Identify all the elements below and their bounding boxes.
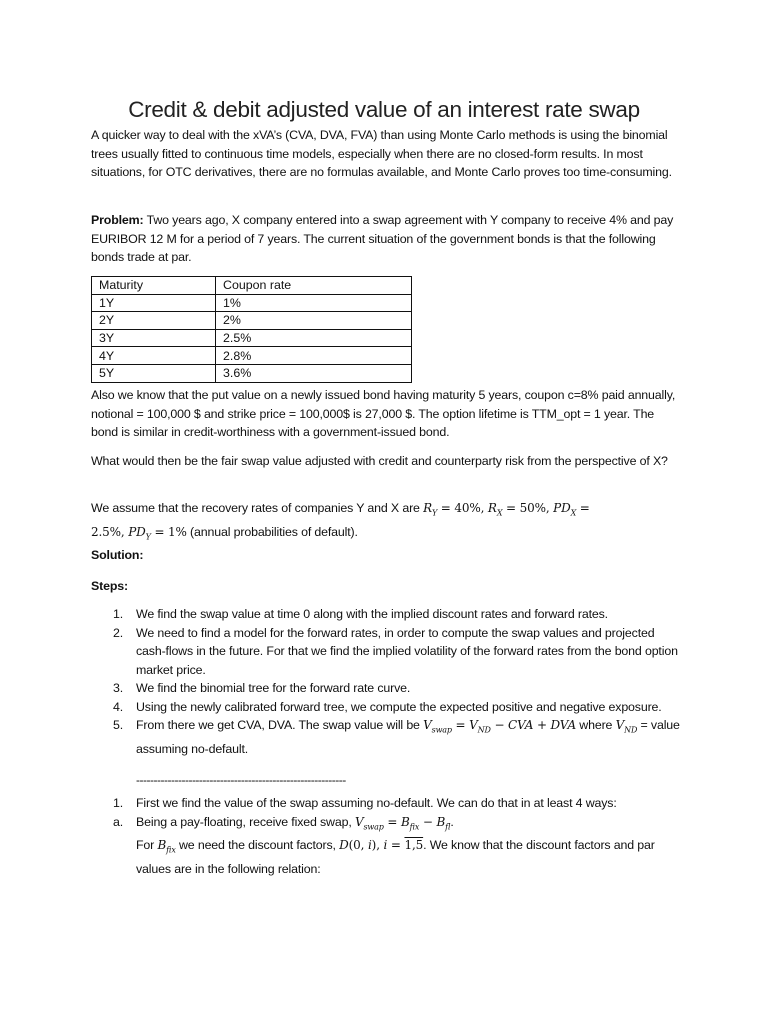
page-title: Credit & debit adjusted value of an interest rate swap (128, 97, 640, 122)
question-paragraph: What would then be the fair swap value adjusted with credit and counterparty risk from the perspective of X? (91, 454, 668, 468)
list-item-number: 3. (113, 681, 124, 695)
bfix-symbol: $B_{fix}$ (157, 838, 176, 855)
list-item (91, 813, 681, 879)
list-item-number: 2. (113, 625, 124, 640)
table-cell: 2.5% (216, 329, 412, 347)
swap-value-formula: $V_{swap} = V_{ND}$ − CVA + DVA (423, 718, 576, 735)
method-a-line2-a: For (136, 838, 158, 853)
list-item-text (136, 815, 655, 877)
list-item (91, 794, 681, 813)
list-item-text: First we find the value of the swap assuming no-default. We can do that in at least 4 ways: (136, 796, 617, 810)
steps-label: Steps: (91, 579, 128, 593)
table-cell: 2Y (92, 312, 216, 330)
table-cell: 2.8% (216, 347, 412, 365)
table-header-cell: Coupon rate (216, 277, 412, 295)
swap-decomposition-formula: $V_{swap} = B_{fix} - B_{fl}$ (354, 814, 451, 831)
step5-text-c: = value assuming no-default. (136, 718, 680, 756)
table-row (92, 364, 412, 382)
method-list (91, 794, 681, 879)
table-cell: 5Y (92, 364, 216, 382)
list-item-number: 4. (113, 699, 124, 714)
steps-list (91, 605, 681, 758)
list-item-number: 5. (113, 718, 124, 732)
table-row (92, 294, 412, 312)
put-paragraph: Also we know that the put value on a newly issued bond having maturity 5 years, coupon c=8% paid annually, notional = 100,000 $ and strike price = 100,000$ is 27,000 $. The option lifetime is TTM_opt = 1 year. The bond is similar in credit-worthiness with a government-issued bond. (91, 388, 676, 439)
list-item-number: 1. (113, 607, 124, 621)
list-item (91, 716, 681, 758)
list-item (91, 698, 681, 717)
vnd-symbol: $V_{ND}$ (615, 718, 638, 735)
assumption-paragraph (91, 499, 681, 547)
method-a-line2-c: . We know that the discount factors and par values are in the following relation: (136, 838, 655, 877)
table-row (92, 312, 412, 330)
table-row (92, 329, 412, 347)
intro-paragraph: A quicker way to deal with the xVA’s (CVA, DVA, FVA) than using Monte Carlo methods is using the binomial trees usually fitted to continuous time models, especially when there are no closed-form results. In most situations, for OTC derivatives, there are no formulas available, and Monte Carlo proves too time-consuming. (91, 128, 672, 179)
step5-text-a: From there we get CVA, DVA. The swap value will be (136, 718, 424, 732)
list-item (91, 605, 681, 624)
list-item-number: a. (113, 814, 124, 829)
list-item-number: 1. (113, 796, 124, 810)
discount-factor-formula: D(0, i), i = 1,5 (339, 838, 424, 853)
method-a-line2-b: we need the discount factors, (175, 838, 340, 853)
list-item-text: We find the swap value at time 0 along with the implied discount rates and forward rates. (136, 607, 608, 621)
recovery-rates-formula: $R_Y = 40\%$, $R_X = 50\%$, $PD_X$ = 2.5%, $PD_Y = 1\%$ (91, 501, 590, 542)
assumption-suffix: (annual probabilities of default). (186, 524, 358, 539)
step5-text-b: where (576, 718, 616, 732)
method-a-text-a: Being a pay-floating, receive fixed swap, (136, 814, 355, 829)
list-item-text: Using the newly calibrated forward tree, we compute the expected positive and negative exposure. (136, 699, 662, 714)
problem-paragraph (91, 211, 681, 267)
table-header-cell: Maturity (92, 277, 216, 295)
assumption-prefix: We assume that the recovery rates of companies Y and X are (91, 501, 424, 515)
table-header-row (92, 277, 412, 295)
table-cell: 4Y (92, 347, 216, 365)
list-item (91, 679, 681, 698)
problem-label: Problem: (91, 213, 144, 227)
problem-text: Two years ago, X company entered into a swap agreement with Y company to receive 4% and pay EURIBOR 12 M for a period of 7 years. The current situation of the government bonds is that the following bonds trade at par. (91, 213, 674, 264)
table-cell: 3Y (92, 329, 216, 347)
bond-table (91, 276, 412, 383)
table-cell: 3.6% (216, 364, 412, 382)
list-item-text: We find the binomial tree for the forward rate curve. (136, 681, 411, 695)
table-cell: 2% (216, 312, 412, 330)
table-cell: 1Y (92, 294, 216, 312)
table-cell: 1% (216, 294, 412, 312)
list-item-text (136, 718, 680, 756)
list-item-text: We need to find a model for the forward rates, in order to compute the swap values and projected cash-flows in the future. For that we find the implied volatility of the forward rates from the bond option market price. (136, 625, 678, 677)
table-row (92, 347, 412, 365)
solution-label: Solution: (91, 548, 144, 562)
list-item (91, 624, 681, 680)
separator-line: ------------------------------------------------------------ (136, 773, 346, 787)
method-a-text-b: . (450, 814, 454, 829)
